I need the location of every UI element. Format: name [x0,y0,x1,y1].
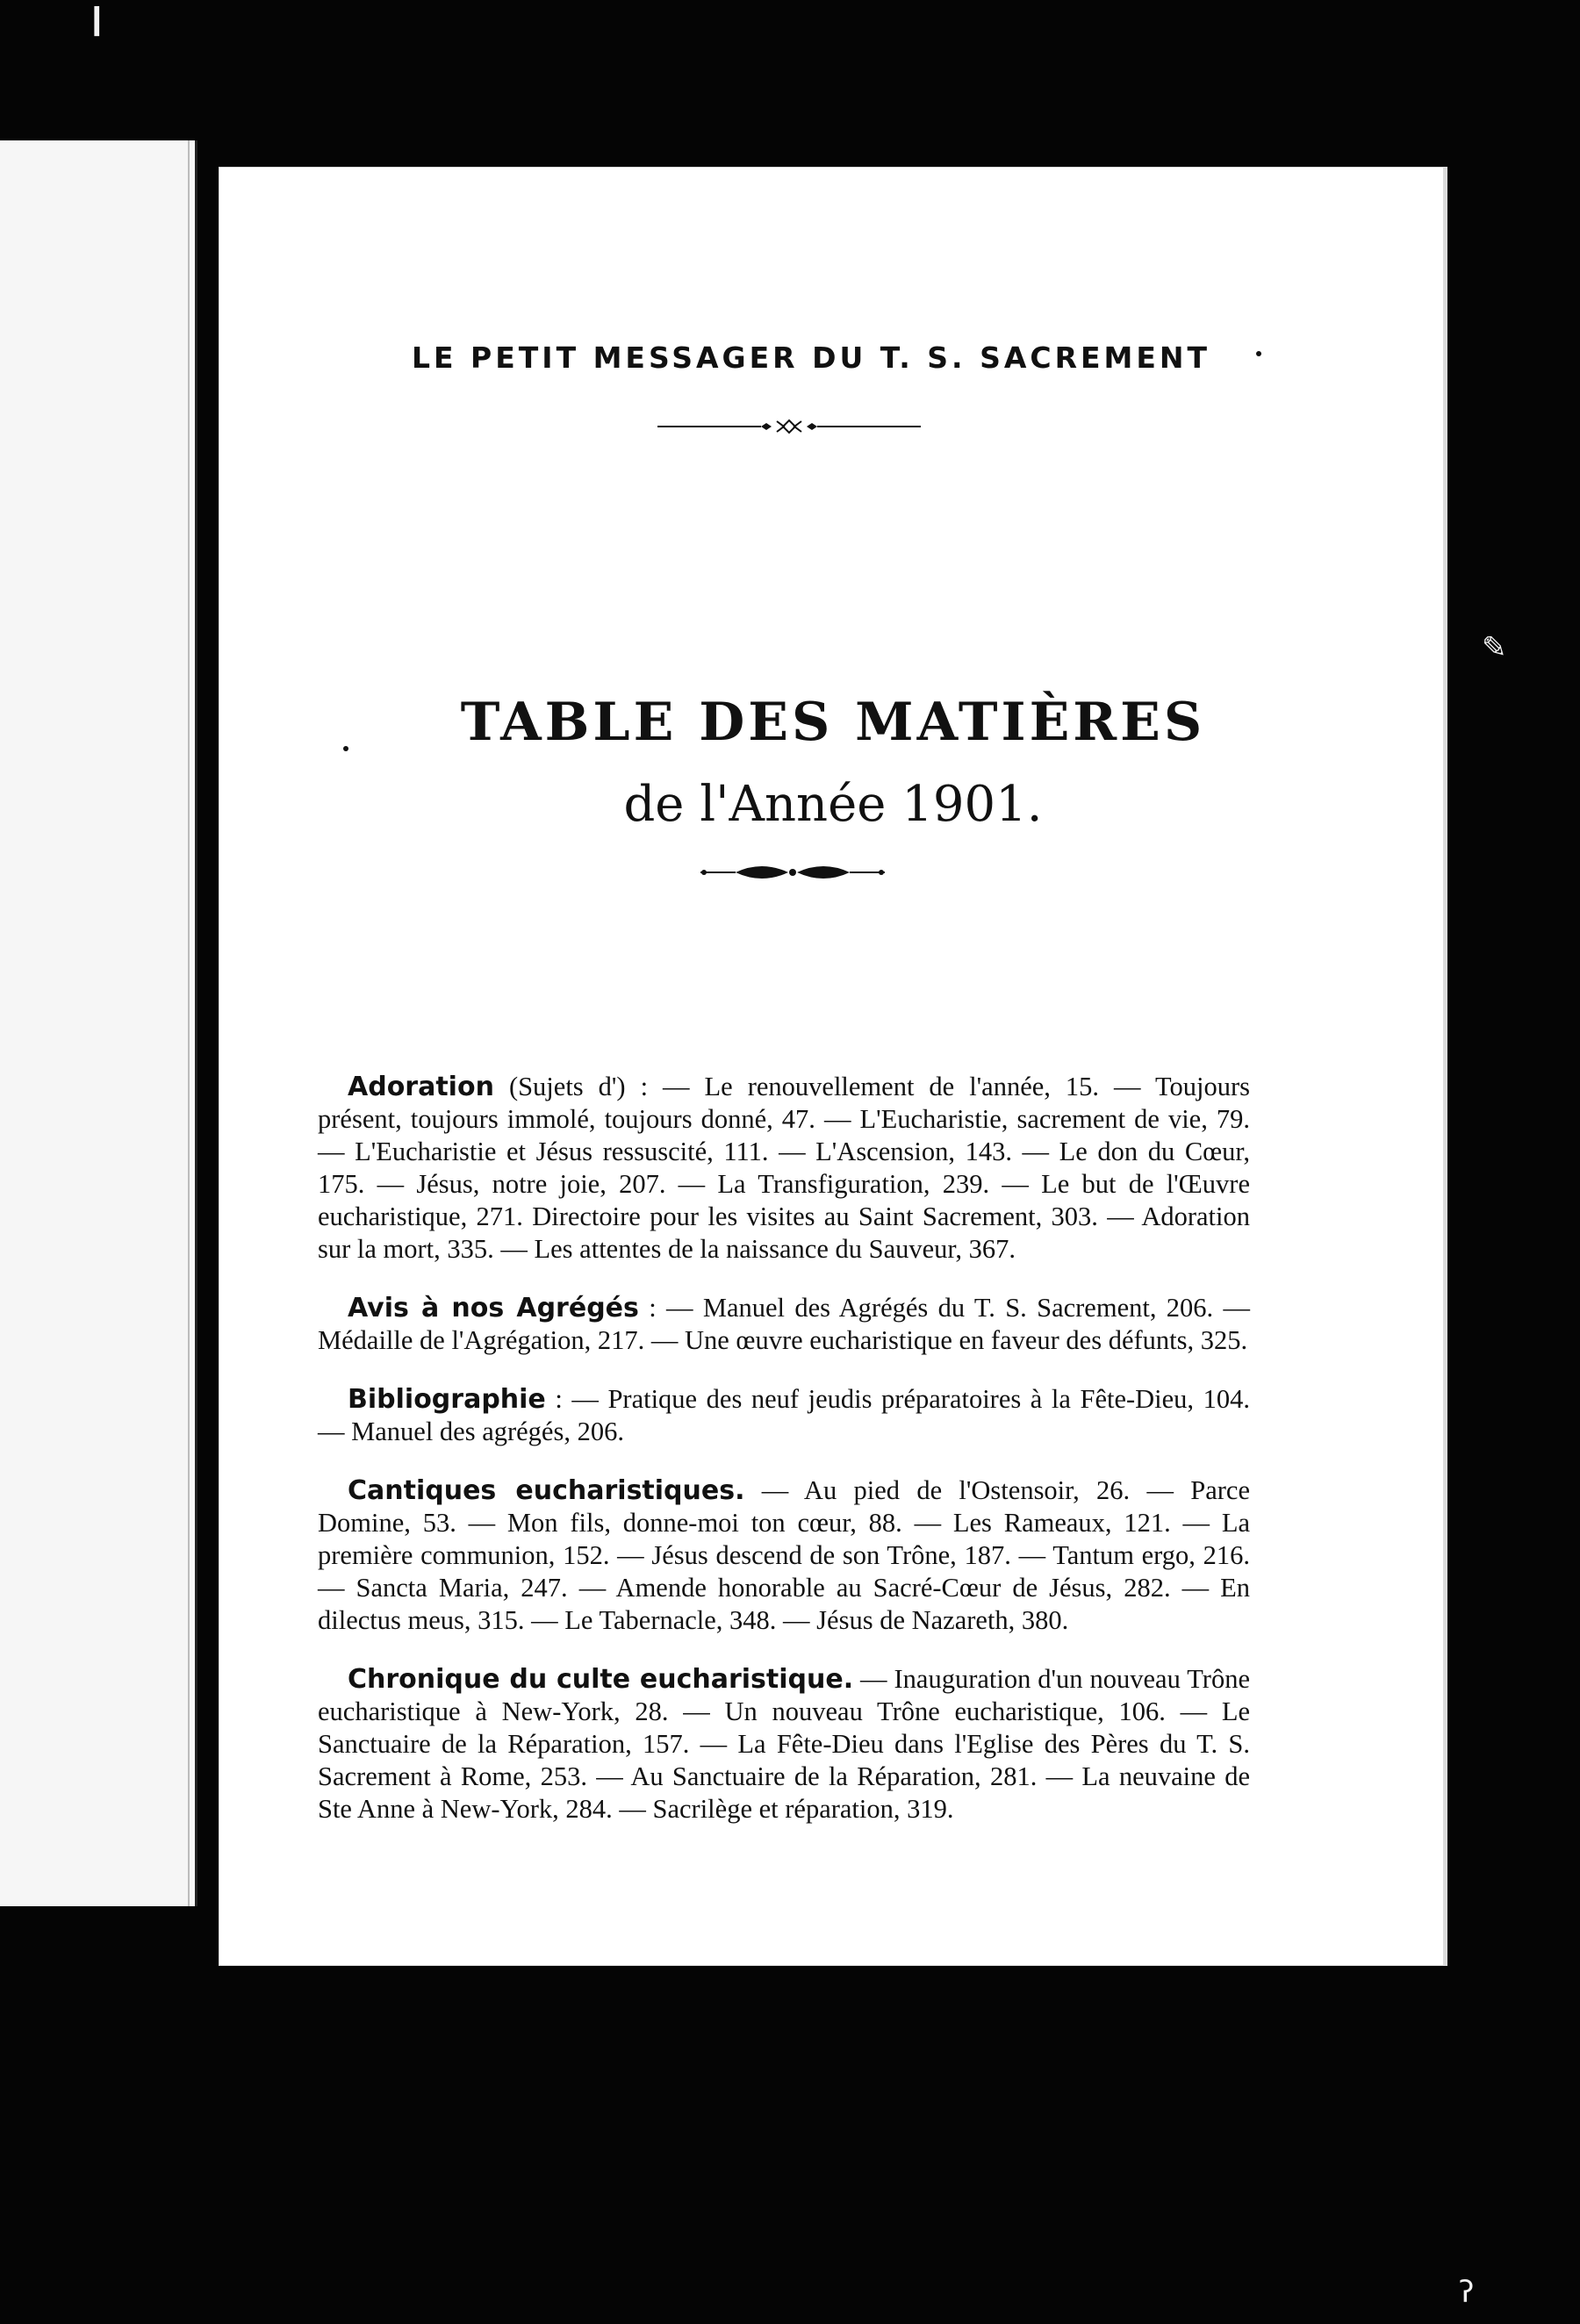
film-mark: ❙ [84,2,110,37]
entry-cantiques [318,1474,1250,1637]
entry-text: — Inauguration d'un nouveau Trône eucharistique à New-York, 28. — Un nouveau Trône eucharistique, 106. — Le Sanctuaire de la Réparation, 157. — La Fête-Dieu dans l'Eglise des Pères du T. S. Sacrement à Rome, 253. — Au Sanctuaire de la Réparation, 281. — La neuvaine de Ste Anne à New-York, 284. — Sacrilège et réparation, 319. [318,1664,1250,1824]
entry-text: : — Manuel des Agrégés du T. S. Sacrement, 206. — Médaille de l'Agrégation, 217. — Une œuvre eucharistique en faveur des défunts, 325. [318,1293,1250,1355]
entry-term: Avis à nos Agrégés [348,1293,639,1323]
entry-bibliographie [318,1383,1250,1448]
entry-chronique [318,1663,1250,1825]
entry-text: (Sujets d') : — Le renouvellement de l'année, 15. — Toujours présent, toujours immolé, toujours donné, 47. — L'Eucharistie, sacrement de vie, 79. — L'Eucharistie et Jésus ressuscité, 111. — L'Ascension, 143. — Le don du Cœur, 175. — Jésus, notre joie, 207. — La Transfiguration, 239. — Le but de l'Œuvre eucharistique, 271. Directoire pour les visites au Saint Sacrement, 303. — Adoration sur la mort, 335. — Les attentes de la naissance du Sauveur, 367. [318,1072,1250,1264]
entry-avis-agreges [318,1292,1250,1357]
film-mark: ʔ [1459,2275,1475,2310]
page-right-edge [1443,167,1447,1966]
document-page [219,167,1447,1966]
entry-term: Chronique du culte eucharistique. [348,1664,854,1695]
contents-entries [318,1071,1250,1852]
title-ornament [700,858,885,886]
entry-adoration [318,1071,1250,1266]
ink-dot [1256,351,1261,356]
page-title: TABLE DES MATIÈRES [460,692,1206,753]
film-mark: ✎ [1482,630,1507,665]
running-header: LE PETIT MESSAGER DU T. S. SACREMENT [412,341,1211,375]
facing-page-edge [0,140,198,1906]
page-subtitle: de l'Année 1901. [623,776,1043,833]
page-edge-line [188,140,190,1906]
entry-term: Adoration [348,1072,494,1102]
entry-text: — Au pied de l'Ostensoir, 26. — Parce Domine, 53. — Mon fils, donne-moi ton cœur, 88. — Les Rameaux, 121. — La première communion, 152. — Jésus descend de son Trône, 187. — Tantum ergo, 216. — Sancta Maria, 247. — Amende honorable au Sacré-Cœur de Jésus, 282. — En dilectus meus, 315. — Le Tabernacle, 348. — Jésus de Nazareth, 380. [318,1475,1251,1635]
header-ornament [657,418,921,435]
entry-text: : — Pratique des neuf jeudis préparatoires à la Fête-Dieu, 104. — Manuel des agrégés, 206. [318,1384,1250,1446]
entry-term: Bibliographie [348,1384,546,1415]
entry-term: Cantiques eucharistiques. [348,1475,745,1506]
